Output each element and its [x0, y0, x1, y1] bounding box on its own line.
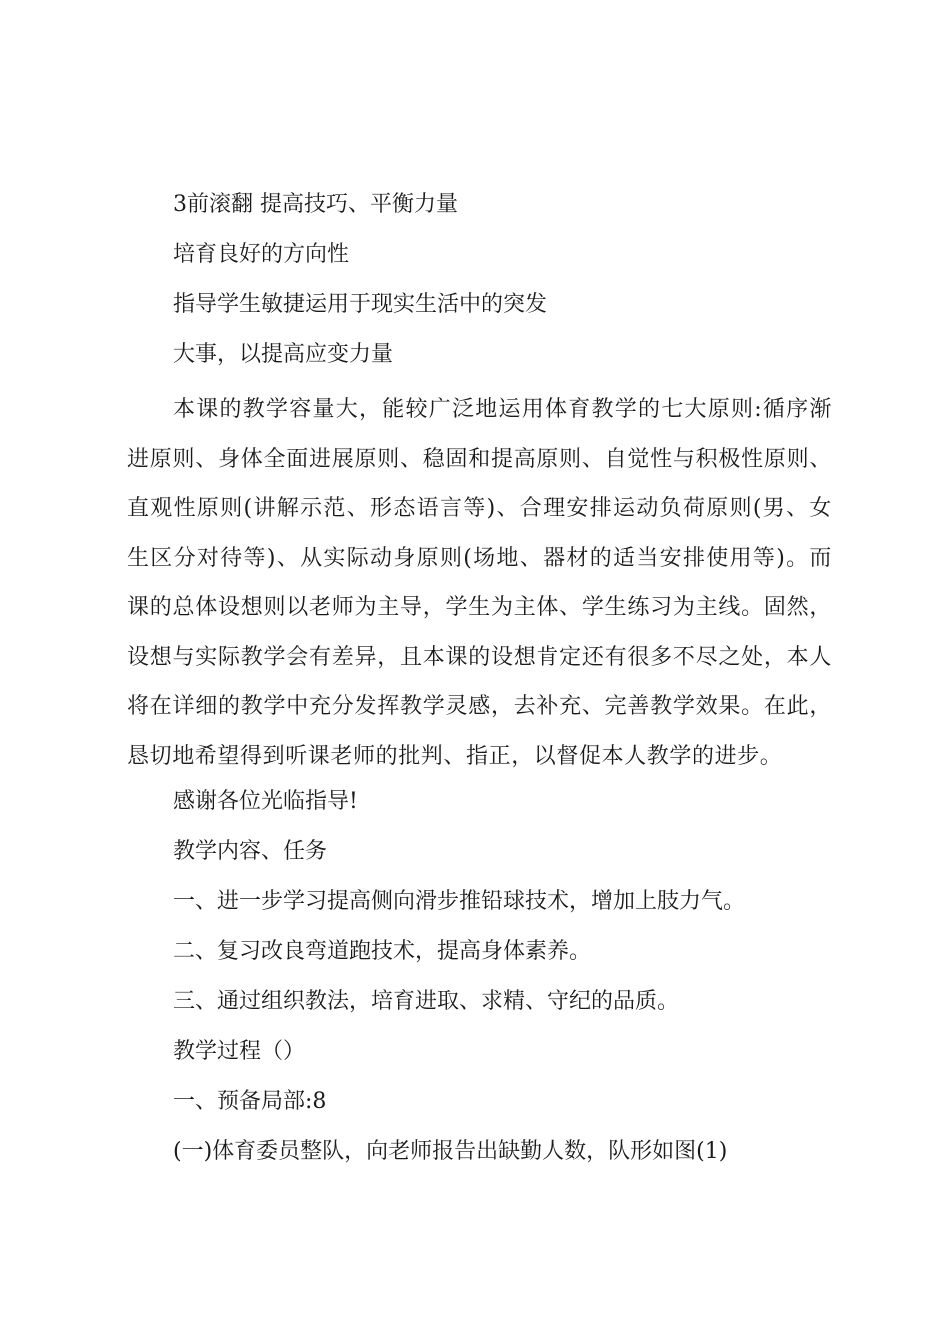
- body-paragraph: 本课的教学容量大，能较广泛地运用体育教学的七大原则:循序渐进原则、身体全面进展原则、稳固和提高原则、自觉性与积极性原则、直观性原则(讲解示范、形态语言等)、合理安排运动负荷原则(男、女生区分对待等)、从实际动身原则(场地、器材的适当安排使用等)。而课的总体设想则以老师为主导，学生为主体、学生练习为主线。固然，设想与实际教学会有差异，且本课的设想肯定还有很多不尽之处，本人将在详细的教学中充分发挥教学灵感，去补充、完善教学效果。在此，恳切地希望得到听课老师的批判、指正，以督促本人教学的进步。: [127, 397, 832, 769]
- text-line: 教学内容、任务: [173, 839, 328, 864]
- text-line: 感谢各位光临指导!: [173, 789, 358, 814]
- text-line: 三、通过组织教法，培育进取、求精、守纪的品质。: [173, 989, 680, 1014]
- text-line: 一、进一步学习提高侧向滑步推铅球技术，增加上肢力气。: [173, 889, 746, 914]
- text-line: (一)体育委员整队，向老师报告出缺勤人数，队形如图(1): [173, 1139, 728, 1164]
- text-line: 大事，以提高应变力量: [173, 342, 394, 367]
- text-line: 培育良好的方向性: [173, 242, 350, 267]
- text-line: 二、复习改良弯道跑技术，提高身体素养。: [173, 939, 592, 964]
- text-line: 指导学生敏捷运用于现实生活中的突发: [173, 292, 548, 317]
- text-line: 一、预备局部:8: [173, 1089, 327, 1114]
- text-line: 教学过程（）: [173, 1039, 306, 1064]
- text-line: 3前滚翻 提高技巧、平衡力量: [173, 192, 458, 217]
